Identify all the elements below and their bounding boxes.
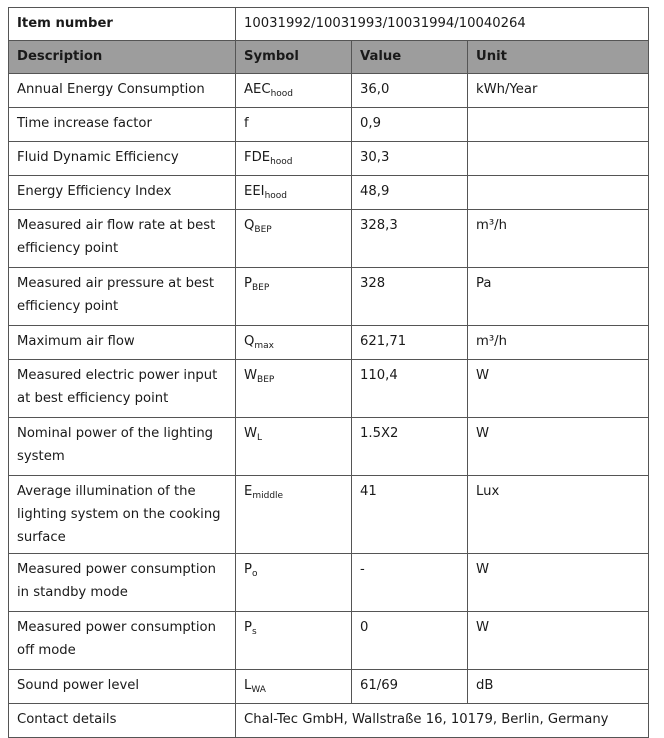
- row-symbol: [236, 360, 352, 418]
- row-value: 621,71: [352, 326, 468, 360]
- row-description: Time increase factor: [9, 108, 236, 142]
- table-row: [9, 670, 649, 704]
- symbol-main: P: [244, 276, 252, 291]
- row-unit: m³/h: [468, 210, 649, 268]
- row-unit: [468, 142, 649, 176]
- contact-row: [9, 704, 649, 738]
- row-symbol: [236, 268, 352, 326]
- symbol-subscript: BEP: [257, 375, 275, 385]
- symbol-subscript: hood: [264, 191, 287, 201]
- symbol-main: P: [244, 562, 252, 577]
- row-description: Nominal power of the lighting system: [9, 418, 236, 476]
- item-number-label: Item number: [9, 8, 236, 41]
- column-header-description: Description: [9, 41, 236, 74]
- table-row: [9, 326, 649, 360]
- symbol-main: L: [244, 678, 252, 693]
- row-symbol: [236, 176, 352, 210]
- symbol-main: f: [244, 116, 249, 131]
- symbol-subscript: o: [251, 569, 258, 579]
- row-unit: m³/h: [468, 326, 649, 360]
- row-symbol: [236, 210, 352, 268]
- contact-value: Chal-Tec GmbH, Wallstraße 16, 10179, Berlin, Germany: [236, 704, 649, 738]
- row-unit: Pa: [468, 268, 649, 326]
- row-value: 41: [352, 476, 468, 554]
- row-value: 0: [352, 612, 468, 670]
- row-value: 30,3: [352, 142, 468, 176]
- row-unit: W: [468, 360, 649, 418]
- row-description: Fluid Dynamic Efficiency: [9, 142, 236, 176]
- symbol-subscript: middle: [252, 491, 284, 501]
- symbol-main: FDE: [244, 150, 271, 165]
- column-header-row: [9, 41, 649, 74]
- row-unit: W: [468, 612, 649, 670]
- row-description: Sound power level: [9, 670, 236, 704]
- row-symbol: [236, 418, 352, 476]
- row-description: Measured air flow rate at best efficiency point: [9, 210, 236, 268]
- column-header-value: Value: [352, 41, 468, 74]
- symbol-main: Q: [244, 218, 255, 233]
- table-row: [9, 360, 649, 418]
- row-value: 328: [352, 268, 468, 326]
- symbol-subscript: BEP: [254, 225, 272, 235]
- item-number-row: [9, 8, 649, 41]
- symbol-subscript: WA: [251, 685, 266, 695]
- row-unit: W: [468, 418, 649, 476]
- row-value: -: [352, 554, 468, 612]
- contact-label: Contact details: [9, 704, 236, 738]
- row-description: Measured power consumption in standby mode: [9, 554, 236, 612]
- row-unit: dB: [468, 670, 649, 704]
- row-unit: [468, 108, 649, 142]
- table-row: [9, 554, 649, 612]
- symbol-subscript: s: [251, 627, 257, 637]
- table-row: [9, 418, 649, 476]
- row-description: Average illumination of the lighting system on the cooking surface: [9, 476, 236, 554]
- row-value: 0,9: [352, 108, 468, 142]
- row-unit: Lux: [468, 476, 649, 554]
- table-row: [9, 74, 649, 108]
- column-header-symbol: Symbol: [236, 41, 352, 74]
- row-unit: [468, 176, 649, 210]
- symbol-subscript: BEP: [251, 283, 270, 293]
- symbol-main: W: [244, 426, 258, 441]
- row-symbol: [236, 108, 352, 142]
- symbol-subscript: hood: [270, 157, 293, 167]
- symbol-main: E: [244, 484, 253, 499]
- row-description: Measured power consumption off mode: [9, 612, 236, 670]
- row-symbol: [236, 554, 352, 612]
- symbol-subscript: L: [257, 433, 263, 443]
- symbol-main: W: [244, 368, 258, 383]
- table-row: [9, 176, 649, 210]
- row-description: Maximum air flow: [9, 326, 236, 360]
- row-value: 36,0: [352, 74, 468, 108]
- table-row: [9, 142, 649, 176]
- table-row: [9, 210, 649, 268]
- row-value: 61/69: [352, 670, 468, 704]
- energy-spec-table: [8, 7, 649, 738]
- table-row: [9, 268, 649, 326]
- row-value: 110,4: [352, 360, 468, 418]
- symbol-main: EEI: [244, 184, 265, 199]
- symbol-main: AEC: [244, 82, 271, 97]
- row-description: Energy Efficiency Index: [9, 176, 236, 210]
- row-symbol: [236, 142, 352, 176]
- row-description: Measured electric power input at best efficiency point: [9, 360, 236, 418]
- row-description: Annual Energy Consumption: [9, 74, 236, 108]
- row-value: 48,9: [352, 176, 468, 210]
- symbol-subscript: max: [254, 341, 274, 351]
- row-symbol: [236, 670, 352, 704]
- row-symbol: [236, 476, 352, 554]
- row-value: 1.5X2: [352, 418, 468, 476]
- column-header-unit: Unit: [468, 41, 649, 74]
- symbol-main: Q: [244, 334, 255, 349]
- row-unit: kWh/Year: [468, 74, 649, 108]
- row-symbol: [236, 612, 352, 670]
- symbol-main: P: [244, 620, 252, 635]
- row-symbol: [236, 74, 352, 108]
- table-row: [9, 476, 649, 554]
- table-row: [9, 612, 649, 670]
- table-row: [9, 108, 649, 142]
- row-unit: W: [468, 554, 649, 612]
- item-number-value: 10031992/10031993/10031994/10040264: [236, 8, 649, 41]
- row-value: 328,3: [352, 210, 468, 268]
- row-symbol: [236, 326, 352, 360]
- symbol-subscript: hood: [270, 89, 293, 99]
- row-description: Measured air pressure at best efficiency point: [9, 268, 236, 326]
